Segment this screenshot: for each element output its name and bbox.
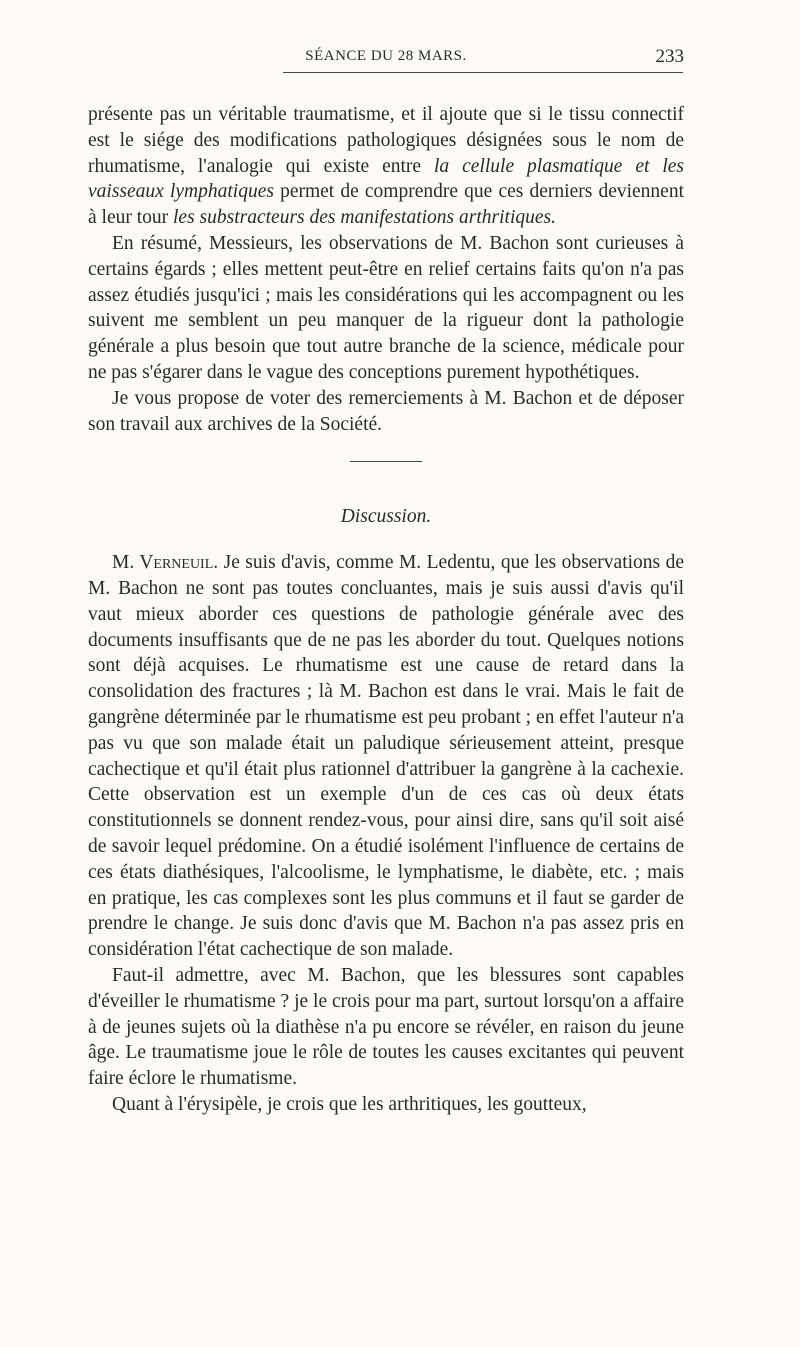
speaker-name: M. Verneuil. xyxy=(112,552,219,574)
italic-phrase: la cellule plasmatique et les vaisseaux lymphatiques xyxy=(88,155,684,203)
paragraph-summary: En résumé, Messieurs, les observations de M. Bachon sont curieuses à certains égards ; elles mettent peut-être en relief certains faits qu'on n'a pas assez étudiés jusqu'ici ; mais les considérations qui les accompagnent ou les suivent me semblent un peu manquer de la rigueur dont la pathologie générale a plus besoin que tout autre branche de la science, médicale pour ne pas s'égarer dans le vague des conceptions purement hypothétiques. xyxy=(88,232,684,383)
paragraph-text: permet de comprendre que ces derniers deviennent à leur tour xyxy=(88,181,684,229)
page-body xyxy=(88,102,684,1118)
page-header xyxy=(88,48,684,74)
italic-phrase: les substracteurs des manifestations arthritiques. xyxy=(173,207,556,229)
paragraph-text: présente pas un véritable traumatisme, et il ajoute que si le tissu connectif est le siége des modifications pathologiques désignées sous le nom de rhumatisme, l'analogie qui existe entre xyxy=(88,104,684,177)
running-head: SÉANCE DU 28 MARS. xyxy=(305,48,467,64)
paragraph-erysipele: Quant à l'érysipèle, je crois que les arthritiques, les goutteux, xyxy=(112,1093,587,1115)
paragraph-proposal: Je vous propose de voter des remerciements à M. Bachon et de déposer son travail aux archives de la Société. xyxy=(88,387,684,435)
paragraph-traumatisme: Faut-il admettre, avec M. Bachon, que les blessures sont capables d'éveiller le rhumatisme ? je le crois pour ma part, surtout lorsqu'on a affaire à de jeunes sujets où la diathèse n'a pu encore se révéler, en raison du jeune âge. Le traumatisme joue le rôle de toutes les causes excitantes qui peuvent faire éclore le rhumatisme. xyxy=(88,964,684,1090)
page-number: 233 xyxy=(655,46,684,67)
section-separator xyxy=(350,461,422,462)
paragraph-continuation xyxy=(88,102,684,231)
section-title: Discussion. xyxy=(340,506,432,528)
paragraph-verneuil xyxy=(88,550,684,963)
paragraph-text: Je suis d'avis, comme M. Ledentu, que les observations de M. Bachon ne sont pas toutes concluantes, mais je suis aussi d'avis qu'il vaut mieux aborder ces questions de pathologie générale avec des documents insuffisants que de ne pas les aborder du tout. Quelques notions sont déjà acquises. Le rhumatisme est une cause de retard dans la consolidation des fractures ; là M. Bachon est dans le vrai. Mais le fait de gangrène déterminée par le rhumatisme est peu probant ; en effet l'auteur n'a pas vu que son malade était un paludique sérieusement atteint, presque cachectique et qu'il était plus rationnel d'attribuer la gangrène à la cachexie. Cette observation est un exemple d'un de ces cas où deux états constitutionnels se donnent rendez-vous, pour ainsi dire, sans qu'il soit aisé de savoir lequel prédomine. On a étudié isolément l'influence de certains de ces états diathésiques, l'alcoolisme, le lymphatisme, le diabète, etc. ; mais en pratique, les cas complexes sont les plus communs et il faut se garder de prendre le change. Je suis donc d'avis que M. Bachon n'a pas assez pris en considération l'état cachectique de son malade. xyxy=(88,552,684,961)
header-rule xyxy=(283,72,683,73)
